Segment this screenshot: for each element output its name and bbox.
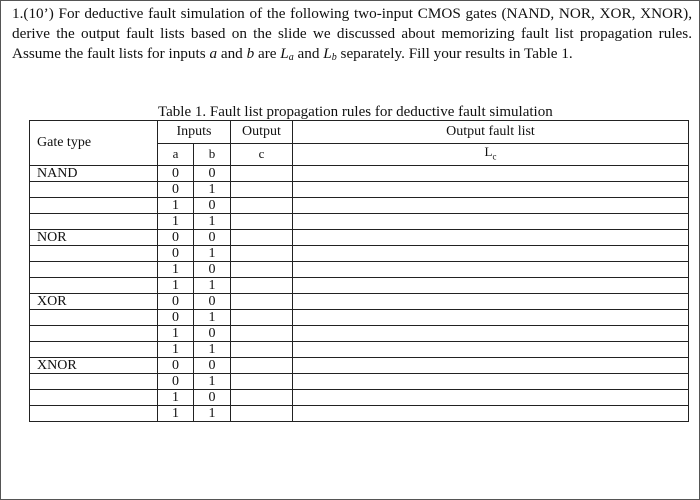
header-output: Output	[231, 121, 293, 144]
var-a: a	[209, 45, 218, 62]
output-fault-list-cell[interactable]	[293, 213, 689, 229]
input-a-cell: 0	[158, 245, 194, 261]
table-row	[30, 357, 689, 373]
table-row	[30, 309, 689, 325]
header-lc: $L_c$	[293, 144, 689, 166]
input-a-cell: 1	[158, 213, 194, 229]
input-b-cell: 1	[194, 213, 231, 229]
input-b-cell: 1	[194, 373, 231, 389]
input-b-cell: 1	[194, 245, 231, 261]
table-row	[30, 293, 689, 309]
output-c-cell[interactable]	[231, 277, 293, 293]
table-row	[30, 197, 689, 213]
input-b-cell: 0	[194, 325, 231, 341]
header-col-b: b	[194, 144, 231, 166]
input-a-cell: 1	[158, 405, 194, 421]
input-b-cell: 1	[194, 277, 231, 293]
fault-list-a: $L_a$	[280, 45, 294, 63]
input-a-cell: 0	[158, 181, 194, 197]
input-a-cell: 1	[158, 277, 194, 293]
input-b-cell: 1	[194, 181, 231, 197]
header-col-c: c	[231, 144, 293, 166]
output-fault-list-cell[interactable]	[293, 229, 689, 245]
table-row	[30, 261, 689, 277]
header-col-a: a	[158, 144, 194, 166]
fault-list-b: $L_b$	[323, 45, 337, 63]
input-a-cell: 1	[158, 197, 194, 213]
table-row	[30, 181, 689, 197]
output-c-cell[interactable]	[231, 325, 293, 341]
question-text: 1.(10’) For deductive fault simulation of the following two-input CMOS gates (NAND, NOR, XOR, XNOR), derive the output fault lists based on the slide we discussed about memorizing fault list propagation rules. Assume the fault lists for inputs a and b are $L_a$ and $L_b$ separately. Fill your results in Table 1.	[12, 5, 692, 63]
table-row	[30, 165, 689, 181]
gate-type-cell	[30, 389, 158, 405]
output-fault-list-cell[interactable]	[293, 181, 689, 197]
input-a-cell: 1	[158, 325, 194, 341]
output-fault-list-cell[interactable]	[293, 373, 689, 389]
output-c-cell[interactable]	[231, 309, 293, 325]
input-a-cell: 0	[158, 293, 194, 309]
input-a-cell: 0	[158, 309, 194, 325]
table-row	[30, 373, 689, 389]
input-a-cell: 0	[158, 165, 194, 181]
gate-type-cell: NOR	[30, 229, 158, 245]
output-c-cell[interactable]	[231, 357, 293, 373]
question-number: 1.(10’)	[12, 5, 54, 22]
input-a-cell: 0	[158, 357, 194, 373]
input-b-cell: 0	[194, 357, 231, 373]
output-c-cell[interactable]	[231, 373, 293, 389]
gate-type-cell	[30, 277, 158, 293]
input-a-cell: 1	[158, 341, 194, 357]
gate-type-cell	[30, 181, 158, 197]
gate-type-cell	[30, 341, 158, 357]
header-output-fault-list: Output fault list	[293, 121, 689, 144]
table-row	[30, 213, 689, 229]
output-fault-list-cell[interactable]	[293, 309, 689, 325]
output-c-cell[interactable]	[231, 197, 293, 213]
output-c-cell[interactable]	[231, 341, 293, 357]
input-a-cell: 1	[158, 261, 194, 277]
output-fault-list-cell[interactable]	[293, 389, 689, 405]
output-fault-list-cell[interactable]	[293, 293, 689, 309]
output-fault-list-cell[interactable]	[293, 277, 689, 293]
table-caption: Table 1. Fault list propagation rules for deductive fault simulation	[158, 104, 553, 120]
input-b-cell: 0	[194, 389, 231, 405]
output-c-cell[interactable]	[231, 229, 293, 245]
output-c-cell[interactable]	[231, 181, 293, 197]
output-c-cell[interactable]	[231, 389, 293, 405]
fault-list-table	[29, 120, 689, 422]
gate-type-cell	[30, 197, 158, 213]
input-b-cell: 1	[194, 405, 231, 421]
table-row	[30, 277, 689, 293]
input-b-cell: 0	[194, 229, 231, 245]
input-a-cell: 0	[158, 373, 194, 389]
gate-type-cell	[30, 309, 158, 325]
output-fault-list-cell[interactable]	[293, 165, 689, 181]
output-c-cell[interactable]	[231, 293, 293, 309]
input-a-cell: 1	[158, 389, 194, 405]
table-body	[30, 165, 689, 421]
var-b: b	[246, 45, 255, 62]
input-b-cell: 1	[194, 341, 231, 357]
output-c-cell[interactable]	[231, 261, 293, 277]
table-row	[30, 325, 689, 341]
output-fault-list-cell[interactable]	[293, 325, 689, 341]
output-c-cell[interactable]	[231, 165, 293, 181]
gate-type-cell: XNOR	[30, 357, 158, 373]
table-row	[30, 245, 689, 261]
header-gate-type: Gate type	[30, 121, 158, 166]
output-fault-list-cell[interactable]	[293, 245, 689, 261]
gate-type-cell	[30, 325, 158, 341]
table-row	[30, 341, 689, 357]
input-b-cell: 0	[194, 197, 231, 213]
table-row	[30, 389, 689, 405]
gate-type-cell	[30, 373, 158, 389]
output-fault-list-cell[interactable]	[293, 197, 689, 213]
table-row	[30, 229, 689, 245]
output-c-cell[interactable]	[231, 245, 293, 261]
input-b-cell: 0	[194, 261, 231, 277]
input-a-cell: 0	[158, 229, 194, 245]
gate-type-cell	[30, 405, 158, 421]
gate-type-cell	[30, 245, 158, 261]
output-c-cell[interactable]	[231, 405, 293, 421]
output-fault-list-cell[interactable]	[293, 405, 689, 421]
output-fault-list-cell[interactable]	[293, 341, 689, 357]
gate-type-cell: NAND	[30, 165, 158, 181]
output-fault-list-cell[interactable]	[293, 357, 689, 373]
gate-type-cell	[30, 261, 158, 277]
header-inputs: Inputs	[158, 121, 231, 144]
input-b-cell: 0	[194, 165, 231, 181]
gate-type-cell: XOR	[30, 293, 158, 309]
gate-type-cell	[30, 213, 158, 229]
table-row	[30, 405, 689, 421]
output-c-cell[interactable]	[231, 213, 293, 229]
input-b-cell: 0	[194, 293, 231, 309]
output-fault-list-cell[interactable]	[293, 261, 689, 277]
input-b-cell: 1	[194, 309, 231, 325]
